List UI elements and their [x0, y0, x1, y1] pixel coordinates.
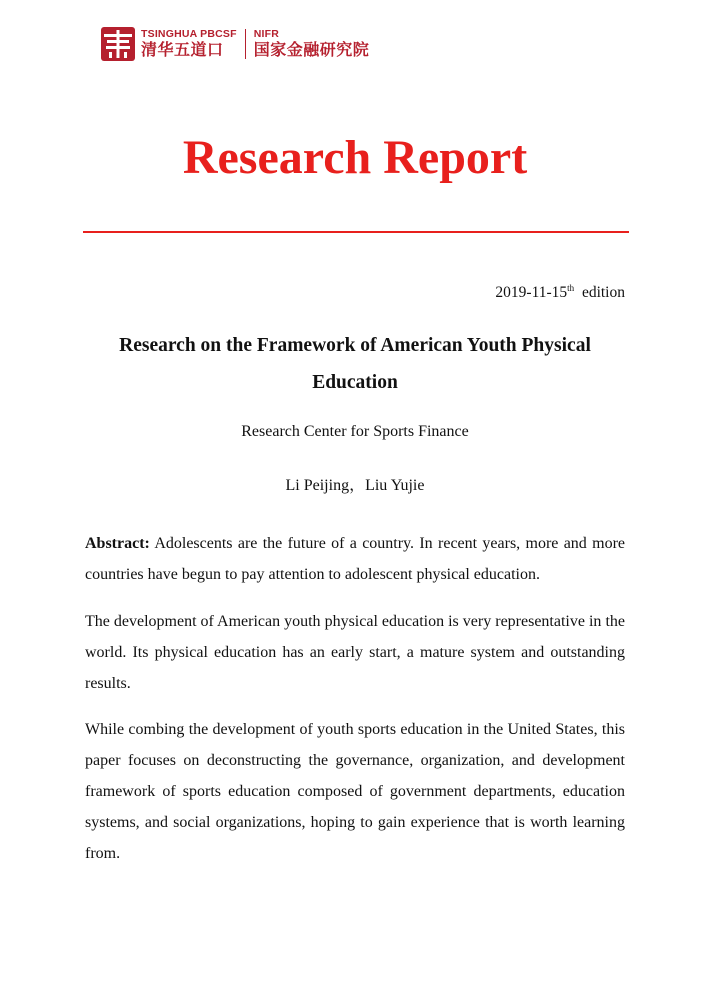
abstract-label: Abstract:	[85, 535, 150, 552]
abstract-p1-text: Adolescents are the future of a country. In recent years, more and more countries have begun to pay attention to adolescent physical education.	[85, 535, 626, 583]
edition-date: 2019-11-15	[495, 284, 568, 301]
pbcsf-logo-text	[141, 28, 237, 60]
abstract-paragraph-1	[85, 528, 625, 590]
title-divider	[83, 231, 629, 233]
pbcsf-chinese-name: 清华五道口	[141, 40, 224, 59]
logo-divider	[245, 29, 246, 59]
nifr-logo-text	[254, 28, 370, 60]
edition-label: edition	[581, 284, 625, 301]
abstract-paragraph-2: The development of American youth physical education is very representative in the world. Its physical education has an early start, a mature system and outstanding results.	[85, 613, 625, 692]
abstract-paragraph-3: While combing the development of youth sports education in the United States, this paper focuses on deconstructing the governance, organization, and development framework of sports education composed of government departments, education systems, and social organizations, hoping to gain experience that is worth learning from.	[85, 721, 625, 862]
nifr-english-name: NIFR	[253, 28, 280, 40]
research-center: Research Center for Sports Finance	[241, 423, 469, 440]
edition-date-suffix: th	[567, 282, 575, 293]
edition-line	[495, 283, 625, 303]
nifr-chinese-name: 国家金融研究院	[253, 40, 370, 59]
paper-title	[70, 327, 640, 401]
pbcsf-english-name: TSINGHUA PBCSF	[141, 28, 237, 40]
tsinghua-emblem-icon	[101, 27, 135, 61]
paper-title-line-2: Education	[312, 372, 398, 393]
paper-title-line-1: Research on the Framework of American Youth Physical	[119, 335, 591, 356]
header-logo-bar	[101, 25, 369, 63]
report-title: Research Report	[182, 131, 528, 184]
authors: Li Peijing，Liu Yujie	[285, 477, 425, 494]
